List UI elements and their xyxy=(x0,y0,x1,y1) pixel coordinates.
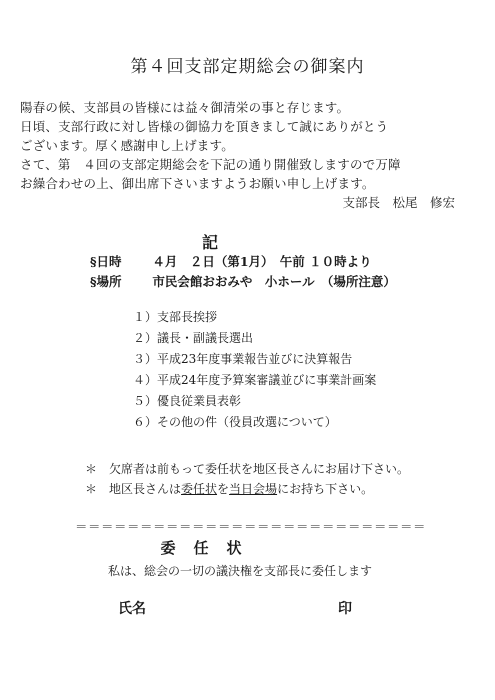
name-label: 氏名 xyxy=(118,601,146,617)
place-value: 市民会館おおみや 小ホール （場所注意） xyxy=(152,274,396,289)
agenda-item-3: ３）平成23年度事業報告並びに決算報告 xyxy=(133,352,353,366)
date-value: ４月 ２日（第1月） 午前 １０時より xyxy=(152,254,372,269)
agenda-item-4: ４）平成24年度予算案審議並びに事業計画案 xyxy=(133,373,377,387)
note2-mid: を xyxy=(217,482,230,496)
agenda-item-5: ５）優良従業員表彰 xyxy=(133,394,242,408)
note2-suffix: にお持ち下さい。 xyxy=(277,482,374,496)
schedule-place-row xyxy=(90,272,396,290)
proxy-statement: 私は、総会の一切の議決権を支部長に委任します xyxy=(107,564,372,578)
agenda-item-1: １）支部長挨拶 xyxy=(133,310,218,324)
date-label: §日時 xyxy=(90,254,122,269)
schedule-date-row xyxy=(90,252,372,270)
greeting-line-3: ございます。厚く感謝申し上げます。 xyxy=(20,138,234,153)
agenda-item-6: ６）その他の件（役員改選について） xyxy=(133,415,337,429)
greeting-line-2: 日頃、支部行政に対し皆様の御協力を頂きまして誠にありがとう xyxy=(20,119,389,134)
note2-prefix: ＊ 地区長さんは xyxy=(85,482,182,496)
ki-heading: 記 xyxy=(201,233,218,252)
cut-line-separator: ＝＝＝＝＝＝＝＝＝＝＝＝＝＝＝＝＝＝＝＝＝＝＝＝＝＝＝ xyxy=(75,519,427,534)
greeting-line-4: さて、第 ４回の支部定期総会を下記の通り開催致しますので万障 xyxy=(20,157,401,172)
note2-proxy-form: 委任状 xyxy=(181,482,218,496)
signer: 支部長 松尾 修宏 xyxy=(342,195,455,210)
proxy-title: 委任状 xyxy=(160,539,260,557)
note-absentees: ＊ 欠席者は前もって委任状を地区長さんにお届け下さい。 xyxy=(85,462,410,476)
greeting-line-1: 陽春の候、支部員の皆様には益々御清栄の事と存じます。 xyxy=(20,100,350,115)
agenda-item-2: ２）議長・副議長選出 xyxy=(133,331,254,345)
note2-venue: 当日会場 xyxy=(229,482,278,496)
greeting-line-5: お繰合わせの上、御出席下さいますようお願い申し上げます。 xyxy=(20,176,375,191)
document-title: 第４回支部定期総会の御案内 xyxy=(130,57,365,77)
seal-label: 印 xyxy=(338,601,352,617)
note-district-leaders xyxy=(85,480,373,497)
place-label: §場所 xyxy=(90,274,122,289)
